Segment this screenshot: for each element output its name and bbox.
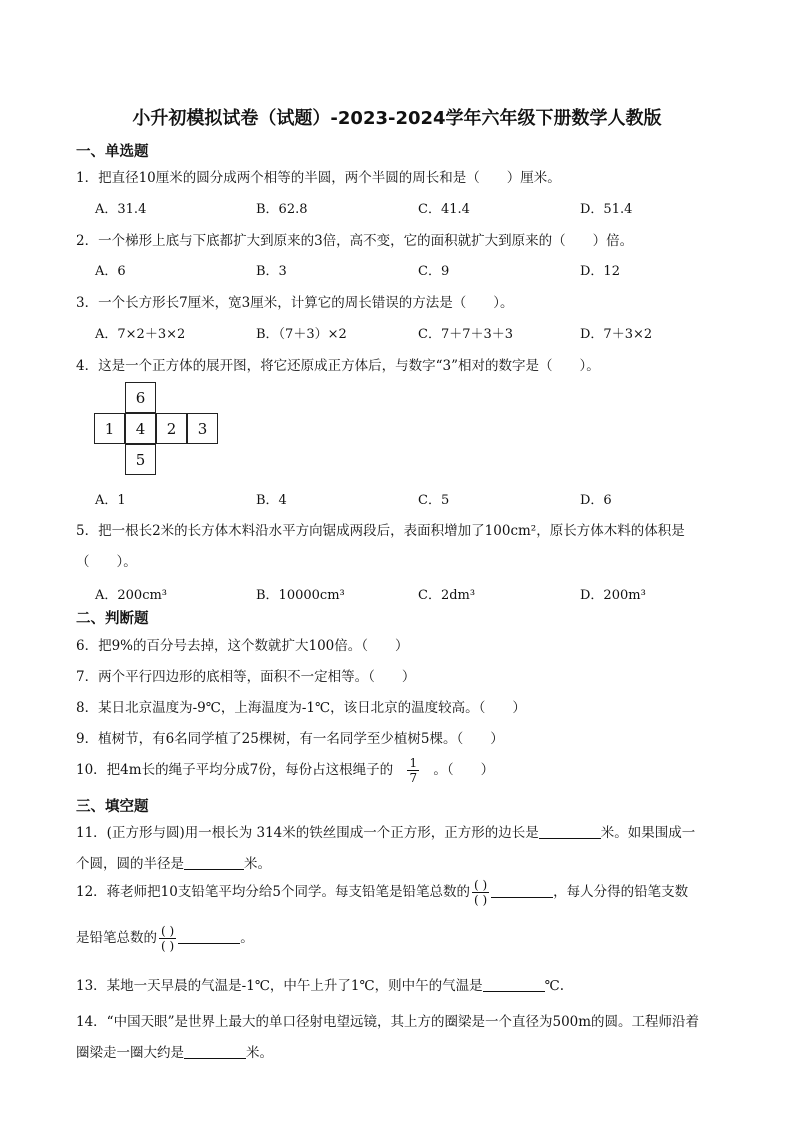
q2-option-d[interactable]: D．12 — [580, 264, 620, 279]
q12-text-c: 是铅笔总数的 — [76, 930, 157, 946]
net-cell-2: 4 — [125, 413, 156, 444]
q10-numerator: 1 — [409, 756, 418, 770]
q12-frac2-den: ( ) — [161, 939, 175, 953]
q10-fraction — [407, 756, 419, 785]
q10-text: 10．把4m长的绳子平均分成7份，每份占这根绳子的 — [76, 762, 394, 778]
q5-option-b[interactable]: B．10000cm³ — [256, 588, 345, 603]
q11-text-b: 米。如果围成一 — [600, 825, 696, 841]
q12-frac2-num: ( ) — [161, 924, 175, 938]
q1-option-a[interactable]: A．31.4 — [95, 202, 147, 217]
q12-frac1-den: ( ) — [473, 893, 488, 907]
section-true-false: 二、判断题 — [76, 611, 149, 627]
question-14-cont — [76, 1041, 273, 1061]
question-4: 4．这是一个正方体的展开图，将它还原成正方体后，与数字“3”相对的数字是（ ）。 — [76, 358, 600, 374]
question-11 — [76, 821, 695, 841]
q5-option-a[interactable]: A．200cm³ — [95, 588, 168, 603]
question-5: 5．把一根长2米的长方体木料沿水平方向锯成两段后，表面积增加了100cm²，原长方体木料的体积是 — [76, 523, 685, 539]
net-cell-top: 6 — [125, 382, 156, 413]
q1-option-c[interactable]: C．41.4 — [418, 202, 470, 217]
q5-option-c[interactable]: C．2dm³ — [418, 588, 476, 603]
question-5-cont: （ ）。 — [76, 554, 137, 570]
net-cell-4: 3 — [187, 413, 218, 444]
q2-option-a[interactable]: A．6 — [95, 264, 126, 279]
q12-blank-2[interactable] — [178, 929, 240, 944]
q1-option-b[interactable]: B．62.8 — [256, 202, 308, 217]
question-6: 6．把9%的百分号去掉，这个数就扩大100倍。（ ） — [76, 638, 409, 654]
q11-text-a: 11．(正方形与圆)用一根长为 314米的铁丝围成一个正方形，正方形的边长是 — [76, 825, 539, 841]
q12-text-a: 12．蒋老师把10支铅笔平均分给5个同学。每支铅笔是铅笔总数的 — [76, 884, 470, 900]
q1-option-d[interactable]: D．51.4 — [580, 202, 633, 217]
q3-option-a[interactable]: A．7×2＋3×2 — [95, 327, 186, 342]
question-11-cont — [76, 852, 271, 872]
q5-option-d[interactable]: D．200m³ — [580, 588, 646, 603]
q14-blank[interactable] — [184, 1044, 246, 1059]
q2-option-b[interactable]: B．3 — [256, 264, 287, 279]
q12-fraction-1 — [472, 878, 489, 907]
q12-text-d: 。 — [240, 930, 254, 946]
q11-blank-2[interactable] — [184, 855, 244, 870]
q12-fraction-2 — [159, 924, 176, 953]
q3-option-c[interactable]: C．7＋7＋3＋3 — [418, 327, 514, 342]
question-12-cont — [76, 924, 254, 953]
q2-option-c[interactable]: C．9 — [418, 264, 450, 279]
question-10 — [76, 756, 494, 785]
question-13 — [76, 974, 564, 994]
question-14: 14．“中国天眼”是世界上最大的单口径射电望远镜，其上方的圈梁是一个直径为500m的圆。工程师沿着 — [76, 1014, 700, 1030]
q11-text-c: 个圆，圆的半径是 — [76, 856, 184, 872]
q14-text-c: 米。 — [246, 1045, 273, 1061]
q10-denominator: 7 — [409, 771, 418, 785]
question-3: 3．一个长方形长7厘米，宽3厘米，计算它的周长错误的方法是（ ）。 — [76, 295, 514, 311]
net-cell-1: 1 — [94, 413, 125, 444]
q4-option-b[interactable]: B．4 — [256, 493, 287, 508]
q3-option-b[interactable]: B．（7＋3）×2 — [256, 327, 347, 342]
q13-blank[interactable] — [483, 977, 545, 992]
section-single-choice: 一、单选题 — [76, 144, 149, 160]
net-cell-3: 2 — [156, 413, 187, 444]
q13-text-b: ℃. — [544, 978, 565, 994]
q3-option-d[interactable]: D．7＋3×2 — [580, 327, 653, 342]
net-cell-bottom: 5 — [125, 444, 156, 475]
question-1: 1．把直径10厘米的圆分成两个相等的半圆，两个半圆的周长和是（ ）厘米。 — [76, 170, 561, 186]
q12-text-b: ，每人分得的铅笔支数 — [553, 884, 689, 900]
section-fill-in: 三、填空题 — [76, 799, 149, 815]
question-8: 8．某日北京温度为-9℃，上海温度为-1℃，该日北京的温度较高。（ ） — [76, 700, 526, 716]
q10-tail: 。（ ） — [433, 762, 495, 778]
question-9: 9．植树节，有6名同学植了25棵树，有一名同学至少植树5棵。（ ） — [76, 731, 504, 747]
question-7: 7．两个平行四边形的底相等，面积不一定相等。（ ） — [76, 669, 416, 685]
page-title: 小升初模拟试卷（试题）-2023-2024学年六年级下册数学人教版 — [132, 108, 662, 129]
q11-blank-1[interactable] — [539, 824, 601, 839]
question-12 — [76, 878, 688, 907]
q4-option-d[interactable]: D．6 — [580, 493, 612, 508]
q4-option-a[interactable]: A．1 — [95, 493, 126, 508]
q11-text-d: 米。 — [244, 856, 271, 872]
q13-text-a: 13．某地一天早晨的气温是-1℃，中午上升了1℃，则中午的气温是 — [76, 978, 483, 994]
q12-blank-1[interactable] — [491, 883, 553, 898]
question-2: 2．一个梯形上底与下底都扩大到原来的3倍，高不变，它的面积就扩大到原来的（ ）倍。 — [76, 233, 634, 249]
q12-frac1-num: ( ) — [473, 878, 488, 892]
q14-text-b: 圈梁走一圈大约是 — [76, 1045, 184, 1061]
q4-option-c[interactable]: C．5 — [418, 493, 450, 508]
